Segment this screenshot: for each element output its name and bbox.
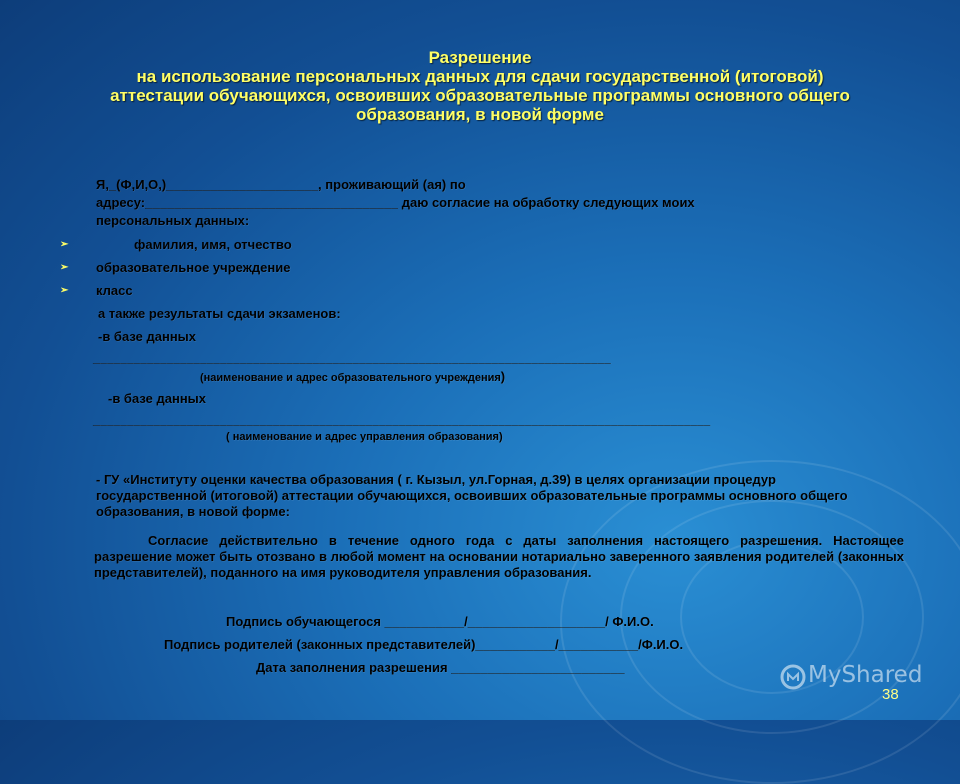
bullet-item-school: образовательное учреждение <box>96 260 291 275</box>
myshared-logo-icon <box>780 664 806 690</box>
bullet-item-class: класс <box>96 283 133 298</box>
arrow-bullet-icon: ➢ <box>60 285 69 296</box>
db2-caption: ( наименование и адрес управления образования) <box>226 431 503 443</box>
document-title <box>40 48 920 124</box>
title-line-3: аттестации обучающихся, освоивших образовательные программы основного общего <box>110 86 850 105</box>
db2-fill-line: _____________________________________________________________________________________________ <box>93 412 710 427</box>
title-line-2: на использование персональных данных для сдачи государственной (итоговой) <box>136 67 824 86</box>
gu-paragraph: - ГУ «Институту оценки качества образования ( г. Кызыл, ул.Горная, д.39) в целях организации процедур государственной (итоговой) аттестации обучающихся, освоивших образовательные программы основного общего образования, в новой форме: <box>96 472 848 519</box>
db2-label: -в базе данных <box>108 391 207 406</box>
intro-line-2: адресу:___________________________________ даю согласие на обработку следующих моих <box>96 195 695 210</box>
intro-line-1: Я,_(Ф,И,О,)_____________________, проживающий (ая) по <box>96 177 466 192</box>
db1-caption <box>200 369 505 386</box>
signature-parents: Подпись родителей (законных представителей)___________/___________/Ф.И.О. <box>164 637 684 652</box>
arrow-bullet-icon: ➢ <box>60 239 69 250</box>
db1-fill-line: ______________________________________________________________________________ <box>93 350 611 365</box>
date-filled: Дата заполнения разрешения ________________________ <box>256 660 625 675</box>
results-label: а также результаты сдачи экзаменов: <box>98 306 341 321</box>
db1-caption-text: (наименование и адрес образовательного учреждения <box>200 372 501 384</box>
intro-line-3: персональных данных: <box>96 213 250 228</box>
db1-label: -в базе данных <box>98 329 197 344</box>
signature-student: Подпись обучающегося ___________/___________________/ Ф.И.О. <box>226 614 654 629</box>
title-line-1: Разрешение <box>428 48 532 67</box>
db1-caption-close: ) <box>500 369 506 384</box>
title-line-4: образования, в новой форме <box>356 105 604 124</box>
watermark-logo: MyShared <box>808 662 923 688</box>
page-number: 38 <box>882 686 899 703</box>
consent-paragraph: Согласие действительно в течение одного года с даты заполнения настоящего разрешения. Настоящее разрешение может быть отозвано в любой момент на основании нотариально заверенного заявления родителей (законных представителей), поданного на имя руководителя управления образования. <box>94 533 904 580</box>
arrow-bullet-icon: ➢ <box>60 262 69 273</box>
bullet-item-name: фамилия, имя, отчество <box>134 237 292 252</box>
